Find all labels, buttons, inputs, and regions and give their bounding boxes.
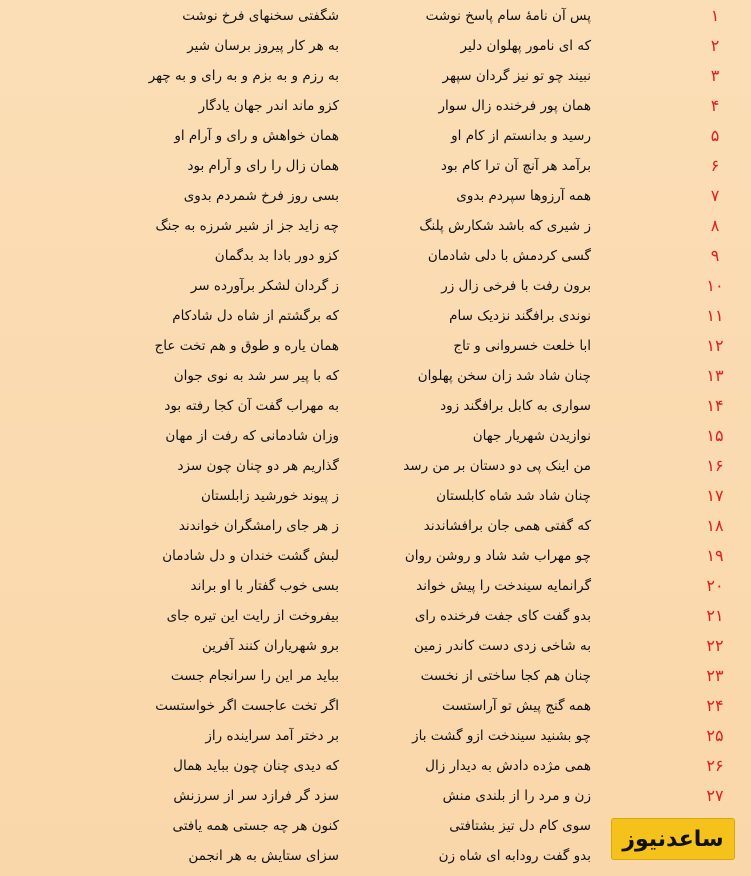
first-hemistich: زن و مرد را از بلندی منش — [442, 788, 591, 804]
second-hemistich: به مهراب گفت آن کجا رفته بود — [164, 398, 339, 414]
second-hemistich: بسی روز فرخ شمردم بدوی — [183, 188, 339, 204]
couplet-number: ۲۵ — [706, 726, 724, 745]
first-hemistich: گسی کردمش با دلی شادمان — [427, 248, 591, 264]
first-hemistich: همه آرزوها سپردم بدوی — [456, 188, 591, 204]
first-hemistich: بدو گفت رودابه ای شاه زن — [438, 848, 591, 864]
couplet-number: ۲ — [710, 36, 720, 55]
first-hemistich: ابا خلعت خسروانی و تاج — [453, 338, 591, 354]
first-hemistich: نوندی برافگند نزدیک سام — [449, 308, 591, 324]
logo-text: ساعدنیوز — [622, 826, 724, 852]
first-hemistich: ز شیری که باشد شکارش پلنگ — [419, 218, 591, 234]
couplet-number: ۲۳ — [706, 666, 724, 685]
couplet-row — [0, 691, 751, 721]
first-hemistich: همی مژده دادش به دیدار زال — [425, 758, 591, 774]
second-hemistich: ز پیوند خورشید زابلستان — [201, 488, 339, 504]
first-hemistich: بدو گفت کای جفت فرخنده رای — [414, 608, 591, 624]
couplet-row — [0, 241, 751, 271]
couplet-row — [0, 451, 751, 481]
first-hemistich: چنان شاد شد شاه کابلستان — [436, 488, 591, 504]
couplet-row — [0, 601, 751, 631]
couplet-number: ۴ — [710, 96, 720, 115]
couplet-number: ۱۹ — [706, 546, 724, 565]
second-hemistich: که با پیر سر شد به نوی جوان — [173, 368, 339, 384]
second-hemistich: بسی خوب گفتار با او براند — [190, 578, 339, 594]
couplet-row — [0, 1, 751, 31]
second-hemistich: چه زاید جز از شیر شرزه به جنگ — [155, 218, 339, 234]
couplet-row — [0, 571, 751, 601]
couplet-number: ۱۴ — [706, 396, 724, 415]
couplet-number: ۲۴ — [706, 696, 724, 715]
couplet-row — [0, 721, 751, 751]
first-hemistich: چو مهراب شد شاد و روشن روان — [404, 548, 591, 564]
second-hemistich: به رزم و به بزم و به رای و به چهر — [148, 68, 339, 84]
couplet-number: ۲۱ — [706, 606, 724, 625]
second-hemistich: برو شهریاران کنند آفرین — [202, 638, 339, 654]
second-hemistich: کنون هر چه جستی همه یافتی — [172, 818, 339, 834]
second-hemistich: که برگشتم از شاه دل شادکام — [172, 308, 339, 324]
first-hemistich: رسید و بدانستم از کام او — [451, 128, 591, 144]
couplet-number: ۸ — [710, 216, 720, 235]
first-hemistich: نوازیدن شهریار جهان — [472, 428, 591, 444]
first-hemistich: برآمد هر آنچ آن ترا کام بود — [440, 158, 591, 174]
second-hemistich: ز گردان لشکر برآورده سر — [190, 278, 339, 294]
couplet-number: ۱۳ — [706, 366, 724, 385]
couplet-row — [0, 181, 751, 211]
couplet-row — [0, 511, 751, 541]
first-hemistich: پس آن نامهٔ سام پاسخ نوشت — [425, 8, 591, 24]
second-hemistich: بباید مر این را سرانجام جست — [170, 668, 339, 684]
couplet-number: ۹ — [710, 246, 720, 265]
second-hemistich: سزد گر فرازد سر از سرزنش — [173, 788, 339, 804]
first-hemistich: چنان هم کجا ساختی از نخست — [420, 668, 591, 684]
couplet-row — [0, 781, 751, 811]
second-hemistich: شگفتی سخنهای فرخ نوشت — [182, 8, 339, 24]
second-hemistich: همان زال را رای و آرام بود — [187, 158, 339, 174]
couplet-row — [0, 361, 751, 391]
first-hemistich: سواری به کابل برافگند زود — [440, 398, 591, 414]
first-hemistich: من اینک پی دو دستان بر من رسد — [403, 458, 591, 474]
first-hemistich: نبیند چو تو نیز گردان سپهر — [442, 68, 591, 84]
couplet-row — [0, 31, 751, 61]
first-hemistich: همه گنج پیش تو آراستست — [441, 698, 591, 714]
first-hemistich: چنان شاد شد زان سخن پهلوان — [417, 368, 591, 384]
second-hemistich: لبش گشت خندان و دل شادمان — [162, 548, 339, 564]
saednews-logo — [611, 818, 735, 860]
couplet-row — [0, 481, 751, 511]
second-hemistich: به هر کار پیروز برسان شیر — [187, 38, 339, 54]
second-hemistich: سزای ستایش به هر انجمن — [188, 848, 339, 864]
couplet-number: ۱۶ — [706, 456, 724, 475]
second-hemistich: بیفروخت از رایت این تیره جای — [166, 608, 339, 624]
couplet-number: ۱۲ — [706, 336, 724, 355]
first-hemistich: چو بشنید سیندخت ازو گشت باز — [412, 728, 591, 744]
first-hemistich: سوی کام دل تیز بشتافتی — [449, 818, 591, 834]
couplet-number: ۱۸ — [706, 516, 724, 535]
couplet-number: ۱۷ — [706, 486, 724, 505]
second-hemistich: همان خواهش و رای و آرام او — [174, 128, 339, 144]
first-hemistich: برون رفت با فرخی زال زر — [441, 278, 591, 294]
second-hemistich: وزان شادمانی که رفت از مهان — [165, 428, 339, 444]
couplet-number: ۵ — [710, 126, 720, 145]
couplet-row — [0, 391, 751, 421]
second-hemistich: بر دختر آمد سراینده راز — [205, 728, 339, 744]
first-hemistich: گرانمایه سیندخت را پیش خواند — [416, 578, 591, 594]
second-hemistich: همان یاره و طوق و هم تخت عاج — [154, 338, 339, 354]
couplet-row — [0, 631, 751, 661]
couplet-row — [0, 211, 751, 241]
first-hemistich: که گفتی همی جان برافشاندند — [423, 518, 591, 534]
couplet-row — [0, 541, 751, 571]
couplet-number: ۲۲ — [706, 636, 724, 655]
second-hemistich: ز هر جای رامشگران خواندند — [178, 518, 339, 534]
couplet-number: ۳ — [710, 66, 720, 85]
couplet-row — [0, 271, 751, 301]
couplet-number: ۲۰ — [706, 576, 724, 595]
couplet-row — [0, 421, 751, 451]
second-hemistich: که دیدی چنان چون بباید همال — [173, 758, 339, 774]
second-hemistich: گذاریم هر دو چنان چون سزد — [177, 458, 339, 474]
couplet-row — [0, 301, 751, 331]
couplet-row — [0, 151, 751, 181]
couplet-row — [0, 751, 751, 781]
couplet-row — [0, 331, 751, 361]
couplet-row — [0, 91, 751, 121]
couplet-number: ۲۷ — [706, 786, 724, 805]
first-hemistich: همان پور فرخنده زال سوار — [438, 98, 591, 114]
couplet-number: ۷ — [710, 186, 720, 205]
first-hemistich: که ای نامور پهلوان دلیر — [460, 38, 591, 54]
second-hemistich: اگر تخت عاجست اگر خواستست — [155, 698, 339, 714]
couplet-row — [0, 661, 751, 691]
couplet-number: ۲۶ — [706, 756, 724, 775]
couplet-row — [0, 61, 751, 91]
couplet-number: ۱۱ — [706, 306, 724, 325]
first-hemistich: به شاخی زدی دست کاندر زمین — [413, 638, 591, 654]
couplet-number: ۱۰ — [706, 276, 724, 295]
second-hemistich: کزو دور بادا بد بدگمان — [214, 248, 339, 264]
second-hemistich: کزو ماند اندر جهان یادگار — [198, 98, 339, 114]
couplet-row — [0, 121, 751, 151]
couplet-number: ۱ — [710, 6, 720, 25]
couplet-number: ۶ — [710, 156, 720, 175]
couplet-number: ۱۵ — [706, 426, 724, 445]
